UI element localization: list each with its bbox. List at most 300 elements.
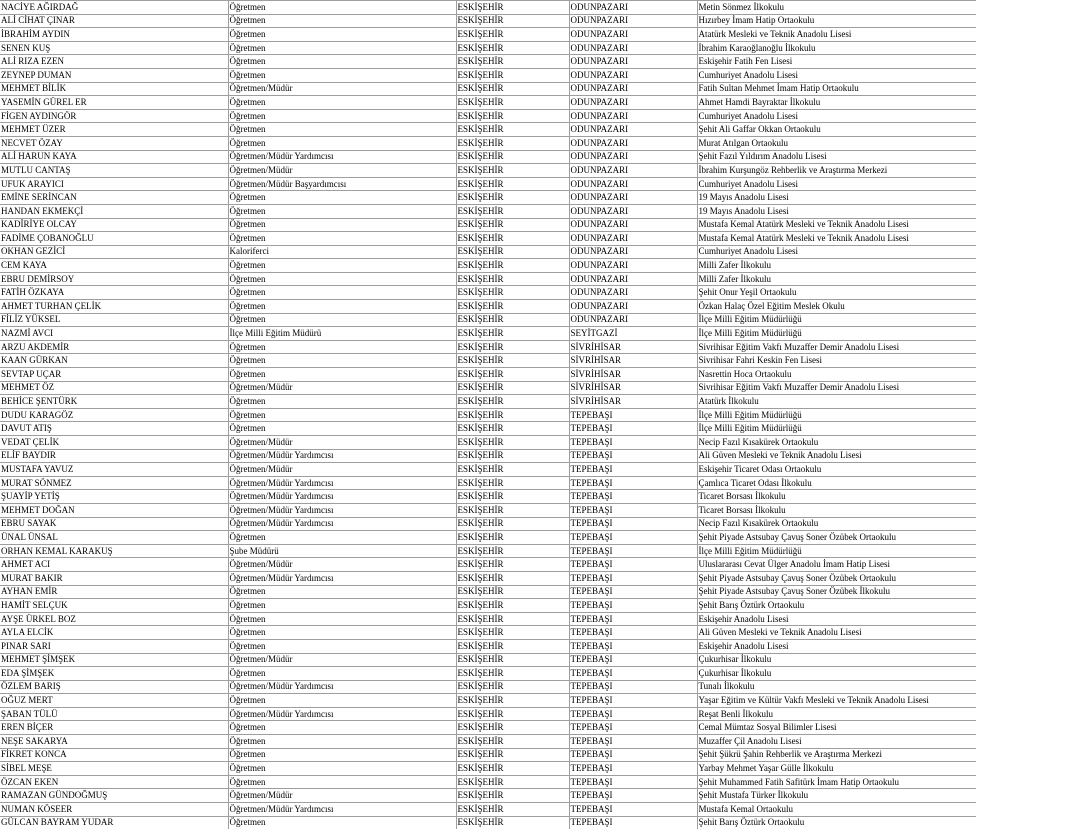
title-cell: Öğretmen/Müdür Yardımcısı xyxy=(228,517,456,531)
institution-cell: Atatürk Mesleki ve Teknik Anadolu Lisesi xyxy=(697,28,976,42)
table-row xyxy=(0,368,976,382)
table-row xyxy=(0,164,976,178)
city-cell: ESKİŞEHİR xyxy=(456,286,569,300)
institution-cell: Necip Fazıl Kısakürek Ortaokulu xyxy=(697,436,976,450)
name-cell: NECVET ÖZAY xyxy=(0,136,228,150)
title-cell: Öğretmen xyxy=(228,585,456,599)
title-cell: Öğretmen xyxy=(228,313,456,327)
table-row xyxy=(0,136,976,150)
city-cell: ESKİŞEHİR xyxy=(456,28,569,42)
institution-cell: Cemal Mümtaz Sosyal Bilimler Lisesi xyxy=(697,721,976,735)
district-cell: TEPEBAŞI xyxy=(569,503,697,517)
district-cell: TEPEBAŞI xyxy=(569,531,697,545)
institution-cell: İlçe Milli Eğitim Müdürlüğü xyxy=(697,313,976,327)
city-cell: ESKİŞEHİR xyxy=(456,599,569,613)
institution-cell: Ticaret Borsası İlkokulu xyxy=(697,490,976,504)
name-cell: KAAN GÜRKAN xyxy=(0,354,228,368)
name-cell: EBRU DEMİRSOY xyxy=(0,272,228,286)
district-cell: TEPEBAŞI xyxy=(569,571,697,585)
table-row xyxy=(0,96,976,110)
district-cell: ODUNPAZARI xyxy=(569,204,697,218)
district-cell: TEPEBAŞI xyxy=(569,694,697,708)
institution-cell: İbrahim Kurşungöz Rehberlik ve Araştırma Merkezi xyxy=(697,164,976,178)
table-row xyxy=(0,300,976,314)
district-cell: ODUNPAZARI xyxy=(569,177,697,191)
name-cell: AYLA ELCİK xyxy=(0,626,228,640)
table-row xyxy=(0,422,976,436)
title-cell: Öğretmen xyxy=(228,123,456,137)
city-cell: ESKİŞEHİR xyxy=(456,775,569,789)
city-cell: ESKİŞEHİR xyxy=(456,585,569,599)
table-row xyxy=(0,463,976,477)
table-row xyxy=(0,680,976,694)
institution-cell: Cumhuriyet Anadolu Lisesi xyxy=(697,109,976,123)
city-cell: ESKİŞEHİR xyxy=(456,300,569,314)
table-row xyxy=(0,639,976,653)
table-row xyxy=(0,803,976,817)
table-row xyxy=(0,55,976,69)
title-cell: Öğretmen xyxy=(228,775,456,789)
title-cell: Öğretmen/Müdür Yardımcısı xyxy=(228,490,456,504)
title-cell: Öğretmen xyxy=(228,667,456,681)
title-cell: Öğretmen xyxy=(228,272,456,286)
name-cell: AHMET ACI xyxy=(0,558,228,572)
name-cell: YASEMİN GÜREL ER xyxy=(0,96,228,110)
name-cell: OĞUZ MERT xyxy=(0,694,228,708)
table-row xyxy=(0,286,976,300)
name-cell: ÖZLEM BARIŞ xyxy=(0,680,228,694)
city-cell: ESKİŞEHİR xyxy=(456,327,569,341)
institution-cell: Şehit Şükrü Şahin Rehberlik ve Araştırma Merkezi xyxy=(697,748,976,762)
name-cell: VEDAT ÇELİK xyxy=(0,436,228,450)
district-cell: TEPEBAŞI xyxy=(569,436,697,450)
district-cell: TEPEBAŞI xyxy=(569,803,697,817)
title-cell: Öğretmen/Müdür Başyardımcısı xyxy=(228,177,456,191)
institution-cell: İlçe Milli Eğitim Müdürlüğü xyxy=(697,327,976,341)
title-cell: Öğretmen/Müdür xyxy=(228,558,456,572)
district-cell: TEPEBAŞI xyxy=(569,612,697,626)
institution-cell: Yarbay Mehmet Yaşar Gülle İlkokulu xyxy=(697,762,976,776)
city-cell: ESKİŞEHİR xyxy=(456,150,569,164)
institution-cell: Ali Güven Mesleki ve Teknik Anadolu Lisesi xyxy=(697,626,976,640)
district-cell: TEPEBAŞI xyxy=(569,707,697,721)
institution-cell: Şehit Piyade Astsubay Çavuş Soner Özübek Ortaokulu xyxy=(697,571,976,585)
title-cell: Öğretmen/Müdür xyxy=(228,463,456,477)
name-cell: MEHMET ÜZER xyxy=(0,123,228,137)
district-cell: TEPEBAŞI xyxy=(569,449,697,463)
name-cell: HANDAN EKMEKÇİ xyxy=(0,204,228,218)
district-cell: ODUNPAZARI xyxy=(569,313,697,327)
institution-cell: Eskişehir Ticaret Odası Ortaokulu xyxy=(697,463,976,477)
city-cell: ESKİŞEHİR xyxy=(456,789,569,803)
district-cell: ODUNPAZARI xyxy=(569,109,697,123)
district-cell: ODUNPAZARI xyxy=(569,68,697,82)
institution-cell: 19 Mayıs Anadolu Lisesi xyxy=(697,204,976,218)
city-cell: ESKİŞEHİR xyxy=(456,436,569,450)
institution-cell: Şehit Mustafa Türker İlkokulu xyxy=(697,789,976,803)
institution-cell: Çukurhisar İlkokulu xyxy=(697,653,976,667)
institution-cell: Necip Fazıl Kısakürek Ortaokulu xyxy=(697,517,976,531)
institution-cell: Eskişehir Anadolu Lisesi xyxy=(697,639,976,653)
name-cell: ÜNAL ÜNSAL xyxy=(0,531,228,545)
title-cell: Öğretmen/Müdür Yardımcısı xyxy=(228,449,456,463)
name-cell: NAZMİ AVCI xyxy=(0,327,228,341)
district-cell: TEPEBAŞI xyxy=(569,789,697,803)
title-cell: Öğretmen xyxy=(228,694,456,708)
name-cell: ÖZCAN EKEN xyxy=(0,775,228,789)
institution-cell: Şehit Fazıl Yıldırım Anadolu Lisesi xyxy=(697,150,976,164)
city-cell: ESKİŞEHİR xyxy=(456,803,569,817)
table-row xyxy=(0,544,976,558)
title-cell: Öğretmen xyxy=(228,721,456,735)
city-cell: ESKİŞEHİR xyxy=(456,272,569,286)
district-cell: TEPEBAŞI xyxy=(569,775,697,789)
table-row xyxy=(0,653,976,667)
table-row xyxy=(0,272,976,286)
district-cell: TEPEBAŞI xyxy=(569,639,697,653)
table-row xyxy=(0,82,976,96)
title-cell: Öğretmen xyxy=(228,354,456,368)
table-row xyxy=(0,259,976,273)
name-cell: PINAR SARI xyxy=(0,639,228,653)
city-cell: ESKİŞEHİR xyxy=(456,449,569,463)
district-cell: ODUNPAZARI xyxy=(569,218,697,232)
name-cell: İBRAHİM AYDIN xyxy=(0,28,228,42)
title-cell: Öğretmen xyxy=(228,28,456,42)
district-cell: TEPEBAŞI xyxy=(569,490,697,504)
institution-cell: Muzaffer Çil Anadolu Lisesi xyxy=(697,735,976,749)
district-cell: SİVRİHİSAR xyxy=(569,395,697,409)
city-cell: ESKİŞEHİR xyxy=(456,354,569,368)
name-cell: MUTLU CANTAŞ xyxy=(0,164,228,178)
name-cell: NACİYE AĞIRDAĞ xyxy=(0,1,228,15)
name-cell: HAMİT SELÇUK xyxy=(0,599,228,613)
district-cell: TEPEBAŞI xyxy=(569,653,697,667)
title-cell: Öğretmen xyxy=(228,340,456,354)
institution-cell: İlçe Milli Eğitim Müdürlüğü xyxy=(697,544,976,558)
name-cell: ŞUAYİP YETİŞ xyxy=(0,490,228,504)
city-cell: ESKİŞEHİR xyxy=(456,245,569,259)
title-cell: Öğretmen/Müdür xyxy=(228,381,456,395)
table-row xyxy=(0,41,976,55)
institution-cell: Milli Zafer İlkokulu xyxy=(697,259,976,273)
city-cell: ESKİŞEHİR xyxy=(456,612,569,626)
title-cell: Öğretmen xyxy=(228,612,456,626)
institution-cell: Fatih Sultan Mehmet İmam Hatip Ortaokulu xyxy=(697,82,976,96)
district-cell: ODUNPAZARI xyxy=(569,191,697,205)
city-cell: ESKİŞEHİR xyxy=(456,381,569,395)
name-cell: ALİ HARUN KAYA xyxy=(0,150,228,164)
institution-cell: Sivrihisar Fahri Keskin Fen Lisesi xyxy=(697,354,976,368)
district-cell: TEPEBAŞI xyxy=(569,680,697,694)
name-cell: ORHAN KEMAL KARAKUŞ xyxy=(0,544,228,558)
name-cell: FADİME ÇOBANOĞLU xyxy=(0,232,228,246)
city-cell: ESKİŞEHİR xyxy=(456,735,569,749)
institution-cell: Şehit Piyade Astsubay Çavuş Soner Özübek İlkokulu xyxy=(697,585,976,599)
name-cell: ELİF BAYDIR xyxy=(0,449,228,463)
city-cell: ESKİŞEHİR xyxy=(456,191,569,205)
table-row xyxy=(0,626,976,640)
table-row xyxy=(0,531,976,545)
institution-cell: Mustafa Kemal Atatürk Mesleki ve Teknik Anadolu Lisesi xyxy=(697,218,976,232)
city-cell: ESKİŞEHİR xyxy=(456,639,569,653)
city-cell: ESKİŞEHİR xyxy=(456,422,569,436)
table-row xyxy=(0,191,976,205)
institution-cell: Cumhuriyet Anadolu Lisesi xyxy=(697,68,976,82)
title-cell: Öğretmen xyxy=(228,109,456,123)
institution-cell: Şehit Muhammed Fatih Safitürk İmam Hatip Ortaokulu xyxy=(697,775,976,789)
institution-cell: Ticaret Borsası İlkokulu xyxy=(697,503,976,517)
name-cell: MEHMET ŞİMŞEK xyxy=(0,653,228,667)
district-cell: ODUNPAZARI xyxy=(569,28,697,42)
district-cell: TEPEBAŞI xyxy=(569,748,697,762)
table-row xyxy=(0,218,976,232)
table-row xyxy=(0,68,976,82)
table-row xyxy=(0,340,976,354)
title-cell: Öğretmen xyxy=(228,422,456,436)
table-row xyxy=(0,816,976,829)
table-body xyxy=(0,1,976,830)
title-cell: Öğretmen xyxy=(228,204,456,218)
institution-cell: Reşat Benli İlkokulu xyxy=(697,707,976,721)
city-cell: ESKİŞEHİR xyxy=(456,313,569,327)
district-cell: ODUNPAZARI xyxy=(569,259,697,273)
city-cell: ESKİŞEHİR xyxy=(456,136,569,150)
name-cell: FİGEN AYDINGÖR xyxy=(0,109,228,123)
name-cell: ALİ RIZA EZEN xyxy=(0,55,228,69)
name-cell: FİLİZ YÜKSEL xyxy=(0,313,228,327)
district-cell: SİVRİHİSAR xyxy=(569,340,697,354)
institution-cell: İbrahim Karaoğlanoğlu İlkokulu xyxy=(697,41,976,55)
title-cell: Öğretmen xyxy=(228,300,456,314)
institution-cell: Metin Sönmez İlkokulu xyxy=(697,1,976,15)
table-row xyxy=(0,395,976,409)
title-cell: Öğretmen xyxy=(228,136,456,150)
title-cell: Öğretmen xyxy=(228,531,456,545)
title-cell: Öğretmen xyxy=(228,286,456,300)
title-cell: Şube Müdürü xyxy=(228,544,456,558)
table-row xyxy=(0,599,976,613)
name-cell: ZEYNEP DUMAN xyxy=(0,68,228,82)
title-cell: Öğretmen xyxy=(228,762,456,776)
city-cell: ESKİŞEHİR xyxy=(456,517,569,531)
title-cell: Öğretmen/Müdür Yardımcısı xyxy=(228,707,456,721)
title-cell: Öğretmen xyxy=(228,68,456,82)
city-cell: ESKİŞEHİR xyxy=(456,653,569,667)
table-row xyxy=(0,476,976,490)
district-cell: TEPEBAŞI xyxy=(569,517,697,531)
name-cell: DAVUT ATIŞ xyxy=(0,422,228,436)
city-cell: ESKİŞEHİR xyxy=(456,123,569,137)
district-cell: TEPEBAŞI xyxy=(569,544,697,558)
title-cell: Öğretmen xyxy=(228,55,456,69)
name-cell: SİBEL MEŞE xyxy=(0,762,228,776)
title-cell: Öğretmen xyxy=(228,259,456,273)
city-cell: ESKİŞEHİR xyxy=(456,340,569,354)
institution-cell: Özkan Halaç Özel Eğitim Meslek Okulu xyxy=(697,300,976,314)
title-cell: Öğretmen xyxy=(228,748,456,762)
name-cell: BEHİCE ŞENTÜRK xyxy=(0,395,228,409)
institution-cell: Ali Güven Mesleki ve Teknik Anadolu Lisesi xyxy=(697,449,976,463)
title-cell: Öğretmen xyxy=(228,41,456,55)
district-cell: TEPEBAŞI xyxy=(569,816,697,829)
table-row xyxy=(0,517,976,531)
name-cell: AYHAN EMİR xyxy=(0,585,228,599)
district-cell: TEPEBAŞI xyxy=(569,422,697,436)
name-cell: OKHAN GEZİCİ xyxy=(0,245,228,259)
city-cell: ESKİŞEHİR xyxy=(456,109,569,123)
name-cell: EREN BİÇER xyxy=(0,721,228,735)
title-cell: Öğretmen xyxy=(228,395,456,409)
title-cell: Öğretmen xyxy=(228,1,456,15)
title-cell: Öğretmen xyxy=(228,735,456,749)
city-cell: ESKİŞEHİR xyxy=(456,680,569,694)
city-cell: ESKİŞEHİR xyxy=(456,721,569,735)
title-cell: Öğretmen xyxy=(228,96,456,110)
city-cell: ESKİŞEHİR xyxy=(456,531,569,545)
name-cell: NUMAN KÖSEER xyxy=(0,803,228,817)
title-cell: Öğretmen xyxy=(228,232,456,246)
institution-cell: Mustafa Kemal Ortaokulu xyxy=(697,803,976,817)
institution-cell: 19 Mayıs Anadolu Lisesi xyxy=(697,191,976,205)
institution-cell: Şehit Piyade Astsubay Çavuş Soner Özübek Ortaokulu xyxy=(697,531,976,545)
name-cell: MEHMET ÖZ xyxy=(0,381,228,395)
name-cell: FİKRET KONCA xyxy=(0,748,228,762)
title-cell: Öğretmen/Müdür xyxy=(228,789,456,803)
district-cell: SEYİTGAZİ xyxy=(569,327,697,341)
city-cell: ESKİŞEHİR xyxy=(456,748,569,762)
title-cell: Öğretmen xyxy=(228,218,456,232)
table-row xyxy=(0,667,976,681)
table-row xyxy=(0,503,976,517)
name-cell: EMİNE SERİNCAN xyxy=(0,191,228,205)
city-cell: ESKİŞEHİR xyxy=(456,1,569,15)
table-row xyxy=(0,748,976,762)
title-cell: Öğretmen xyxy=(228,368,456,382)
table-row xyxy=(0,408,976,422)
district-cell: TEPEBAŞI xyxy=(569,735,697,749)
district-cell: ODUNPAZARI xyxy=(569,14,697,28)
institution-cell: Çamlıca Ticaret Odası İlkokulu xyxy=(697,476,976,490)
name-cell: NEŞE SAKARYA xyxy=(0,735,228,749)
name-cell: EDA ŞİMŞEK xyxy=(0,667,228,681)
district-cell: SİVRİHİSAR xyxy=(569,354,697,368)
name-cell: UFUK ARAYICI xyxy=(0,177,228,191)
city-cell: ESKİŞEHİR xyxy=(456,707,569,721)
city-cell: ESKİŞEHİR xyxy=(456,82,569,96)
table-row xyxy=(0,721,976,735)
city-cell: ESKİŞEHİR xyxy=(456,204,569,218)
name-cell: GÜLCAN BAYRAM YUDAR xyxy=(0,816,228,829)
institution-cell: Atatürk İlkokulu xyxy=(697,395,976,409)
city-cell: ESKİŞEHİR xyxy=(456,395,569,409)
city-cell: ESKİŞEHİR xyxy=(456,14,569,28)
institution-cell: Murat Atılgan Ortaokulu xyxy=(697,136,976,150)
table-row xyxy=(0,694,976,708)
city-cell: ESKİŞEHİR xyxy=(456,463,569,477)
district-cell: ODUNPAZARI xyxy=(569,245,697,259)
title-cell: Öğretmen/Müdür Yardımcısı xyxy=(228,680,456,694)
city-cell: ESKİŞEHİR xyxy=(456,558,569,572)
title-cell: Öğretmen/Müdür xyxy=(228,164,456,178)
name-cell: AHMET TURHAN ÇELİK xyxy=(0,300,228,314)
city-cell: ESKİŞEHİR xyxy=(456,41,569,55)
table-row xyxy=(0,177,976,191)
city-cell: ESKİŞEHİR xyxy=(456,667,569,681)
district-cell: TEPEBAŞI xyxy=(569,585,697,599)
institution-cell: Eskişehir Anadolu Lisesi xyxy=(697,612,976,626)
institution-cell: Sivrihisar Eğitim Vakfı Muzaffer Demir Anadolu Lisesi xyxy=(697,340,976,354)
district-cell: ODUNPAZARI xyxy=(569,286,697,300)
name-cell: MURAT SÖNMEZ xyxy=(0,476,228,490)
name-cell: SEVTAP UÇAR xyxy=(0,368,228,382)
city-cell: ESKİŞEHİR xyxy=(456,164,569,178)
city-cell: ESKİŞEHİR xyxy=(456,571,569,585)
table-row xyxy=(0,789,976,803)
table-row xyxy=(0,1,976,15)
institution-cell: Şehit Onur Yeşil Ortaokulu xyxy=(697,286,976,300)
district-cell: TEPEBAŞI xyxy=(569,667,697,681)
institution-cell: Sivrihisar Eğitim Vakfı Muzaffer Demir Anadolu Lisesi xyxy=(697,381,976,395)
table-row xyxy=(0,490,976,504)
district-cell: ODUNPAZARI xyxy=(569,136,697,150)
district-cell: TEPEBAŞI xyxy=(569,626,697,640)
institution-cell: Şehit Barış Öztürk Ortaokulu xyxy=(697,816,976,829)
district-cell: TEPEBAŞI xyxy=(569,476,697,490)
district-cell: ODUNPAZARI xyxy=(569,232,697,246)
name-cell: KADİRİYE OLCAY xyxy=(0,218,228,232)
name-cell: FATİH ÖZKAYA xyxy=(0,286,228,300)
district-cell: TEPEBAŞI xyxy=(569,599,697,613)
institution-cell: Ahmet Hamdi Bayraktar İlkokulu xyxy=(697,96,976,110)
name-cell: MEHMET DOĞAN xyxy=(0,503,228,517)
district-cell: TEPEBAŞI xyxy=(569,463,697,477)
district-cell: TEPEBAŞI xyxy=(569,408,697,422)
name-cell: RAMAZAN GÜNDOĞMUŞ xyxy=(0,789,228,803)
city-cell: ESKİŞEHİR xyxy=(456,694,569,708)
city-cell: ESKİŞEHİR xyxy=(456,96,569,110)
institution-cell: İlçe Milli Eğitim Müdürlüğü xyxy=(697,422,976,436)
table-row xyxy=(0,14,976,28)
district-cell: ODUNPAZARI xyxy=(569,41,697,55)
district-cell: ODUNPAZARI xyxy=(569,82,697,96)
city-cell: ESKİŞEHİR xyxy=(456,816,569,829)
institution-cell: Uluslararası Cevat Ülger Anadolu İmam Hatip Lisesi xyxy=(697,558,976,572)
table-row xyxy=(0,123,976,137)
city-cell: ESKİŞEHİR xyxy=(456,490,569,504)
table-row xyxy=(0,245,976,259)
city-cell: ESKİŞEHİR xyxy=(456,259,569,273)
title-cell: Öğretmen/Müdür Yardımcısı xyxy=(228,571,456,585)
district-cell: SİVRİHİSAR xyxy=(569,381,697,395)
table-row xyxy=(0,762,976,776)
table-row xyxy=(0,449,976,463)
institution-cell: Eskişehir Fatih Fen Lisesi xyxy=(697,55,976,69)
city-cell: ESKİŞEHİR xyxy=(456,503,569,517)
district-cell: TEPEBAŞI xyxy=(569,721,697,735)
district-cell: SİVRİHİSAR xyxy=(569,368,697,382)
institution-cell: İlçe Milli Eğitim Müdürlüğü xyxy=(697,408,976,422)
title-cell: Öğretmen xyxy=(228,14,456,28)
city-cell: ESKİŞEHİR xyxy=(456,476,569,490)
table-row xyxy=(0,585,976,599)
title-cell: Öğretmen xyxy=(228,626,456,640)
district-cell: ODUNPAZARI xyxy=(569,123,697,137)
title-cell: Öğretmen xyxy=(228,408,456,422)
title-cell: Öğretmen xyxy=(228,639,456,653)
city-cell: ESKİŞEHİR xyxy=(456,232,569,246)
city-cell: ESKİŞEHİR xyxy=(456,762,569,776)
